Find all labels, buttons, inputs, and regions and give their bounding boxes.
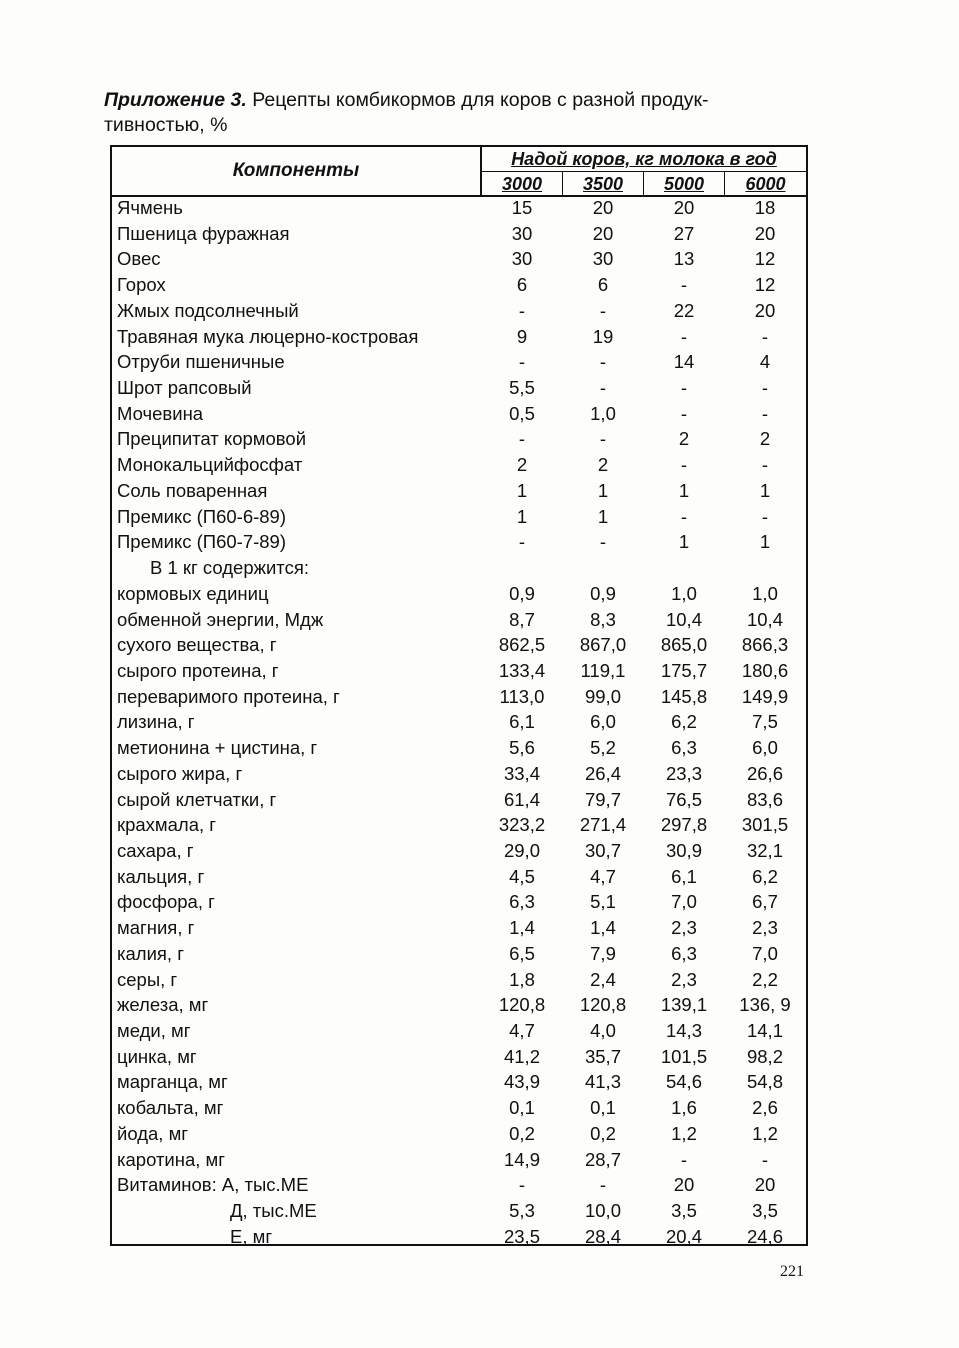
row-label: Витаминов: А, тыс.МЕ bbox=[117, 1174, 309, 1196]
caption-text-line1: Рецепты комбикормов для коров с разной продук- bbox=[252, 89, 709, 111]
table-row bbox=[112, 711, 806, 737]
cell-value: - bbox=[518, 531, 526, 553]
cell-value: 8,7 bbox=[509, 608, 535, 630]
table-row bbox=[112, 1071, 806, 1097]
cell-value: - bbox=[518, 299, 526, 321]
cell-value: 6,0 bbox=[590, 711, 616, 733]
row-label: калия, г bbox=[117, 942, 184, 964]
table-row bbox=[112, 428, 806, 454]
cell-value: - bbox=[761, 505, 769, 527]
cell-value: 1 bbox=[759, 531, 771, 553]
table-row bbox=[112, 197, 806, 223]
cell-value: 0,1 bbox=[590, 1097, 616, 1119]
cell-value: 22 bbox=[673, 299, 695, 321]
row-label: Преципитат кормовой bbox=[117, 428, 307, 450]
cell-value: 26,6 bbox=[746, 762, 783, 784]
cell-value: - bbox=[518, 351, 526, 373]
cell-value: 6,0 bbox=[752, 737, 778, 759]
cell-value: 1,4 bbox=[509, 917, 535, 939]
cell-value: - bbox=[761, 377, 769, 399]
cell-value: 1 bbox=[678, 479, 690, 501]
cell-value: 323,2 bbox=[498, 814, 546, 836]
cell-value: 10,4 bbox=[665, 608, 702, 630]
cell-value: 1,0 bbox=[671, 582, 697, 604]
cell-value: 30 bbox=[592, 248, 614, 270]
row-label: марганца, мг bbox=[117, 1071, 228, 1093]
cell-value: 76,5 bbox=[665, 788, 702, 810]
cell-value: 20 bbox=[592, 222, 614, 244]
cell-value: 41,2 bbox=[503, 1045, 540, 1067]
cell-value: - bbox=[599, 428, 607, 450]
table-row bbox=[112, 1097, 806, 1123]
cell-value: - bbox=[680, 454, 688, 476]
cell-value: 3,5 bbox=[671, 1200, 697, 1222]
cell-value: - bbox=[761, 1148, 769, 1170]
cell-value: 99,0 bbox=[584, 685, 621, 707]
cell-value: 1 bbox=[597, 505, 609, 527]
cell-value: 101,5 bbox=[660, 1045, 708, 1067]
row-label: сырой клетчатки, г bbox=[117, 788, 277, 810]
cell-value: 6 bbox=[516, 274, 528, 296]
cell-value: 20,4 bbox=[665, 1225, 702, 1247]
table-row bbox=[112, 326, 806, 352]
cell-value: 2,3 bbox=[752, 917, 778, 939]
cell-value: 27 bbox=[673, 222, 695, 244]
row-label: Ячмень bbox=[117, 197, 183, 218]
cell-value: 1 bbox=[516, 505, 528, 527]
cell-value: 2,3 bbox=[671, 917, 697, 939]
cell-value: - bbox=[518, 428, 526, 450]
cell-value: 12 bbox=[754, 274, 776, 296]
cell-value: 33,4 bbox=[503, 762, 540, 784]
table-row bbox=[112, 789, 806, 815]
cell-value: 297,8 bbox=[660, 814, 708, 836]
cell-value: 0,1 bbox=[509, 1097, 535, 1119]
cell-value: 133,4 bbox=[498, 659, 546, 681]
recipe-table bbox=[110, 145, 808, 1246]
row-label: Премикс (П60-6-89) bbox=[117, 505, 287, 527]
cell-value: 175,7 bbox=[660, 659, 708, 681]
cell-value: - bbox=[599, 351, 607, 373]
cell-value: - bbox=[599, 299, 607, 321]
row-label: крахмала, г bbox=[117, 814, 217, 836]
cell-value: 5,1 bbox=[590, 891, 616, 913]
cell-value: 13 bbox=[673, 248, 695, 270]
cell-value: 5,5 bbox=[509, 377, 535, 399]
row-label: метионина + цистина, г bbox=[117, 737, 318, 759]
cell-value: 30 bbox=[511, 222, 533, 244]
cell-value: 4,7 bbox=[590, 865, 616, 887]
components-header: Компоненты bbox=[112, 147, 482, 195]
table-row bbox=[112, 994, 806, 1020]
yield-columns bbox=[482, 171, 806, 196]
cell-value: - bbox=[599, 377, 607, 399]
table-row bbox=[112, 917, 806, 943]
cell-value: 54,8 bbox=[746, 1071, 783, 1093]
cell-value: 113,0 bbox=[499, 685, 545, 707]
column-header: 3500 bbox=[563, 172, 644, 196]
row-label: Премикс (П60-7-89) bbox=[117, 531, 287, 553]
cell-value: 145,8 bbox=[660, 685, 708, 707]
cell-value: 7,9 bbox=[590, 942, 616, 964]
table-row bbox=[112, 351, 806, 377]
table-row bbox=[112, 840, 806, 866]
cell-value: 5,2 bbox=[590, 737, 616, 759]
cell-value: 867,0 bbox=[579, 634, 627, 656]
cell-value: 120,8 bbox=[498, 994, 546, 1016]
cell-value: 2,6 bbox=[752, 1097, 778, 1119]
cell-value: 1,4 bbox=[590, 917, 616, 939]
row-label: кормовых единиц bbox=[117, 582, 269, 604]
table-row bbox=[112, 609, 806, 635]
cell-value: 23,3 bbox=[665, 762, 702, 784]
table-row bbox=[112, 583, 806, 609]
row-label: Травяная мука люцерно-костровая bbox=[117, 325, 419, 347]
table-row bbox=[112, 454, 806, 480]
cell-value: 1,2 bbox=[671, 1122, 697, 1144]
row-label: кальция, г bbox=[117, 865, 205, 887]
table-row bbox=[112, 1020, 806, 1046]
cell-value: 20 bbox=[754, 299, 776, 321]
table-row bbox=[112, 660, 806, 686]
page-number: 221 bbox=[780, 1263, 804, 1280]
table-row bbox=[112, 300, 806, 326]
cell-value: 14,1 bbox=[746, 1020, 783, 1042]
table-header bbox=[112, 147, 806, 197]
cell-value: - bbox=[599, 531, 607, 553]
cell-value: 301,5 bbox=[741, 814, 789, 836]
cell-value: 271,4 bbox=[579, 814, 627, 836]
cell-value: 6,7 bbox=[752, 891, 778, 913]
table-row bbox=[112, 248, 806, 274]
cell-value: 1 bbox=[678, 531, 690, 553]
cell-value: 1,0 bbox=[590, 402, 616, 424]
cell-value: 2,3 bbox=[671, 968, 697, 990]
row-label: кобальта, мг bbox=[117, 1097, 224, 1119]
table-row bbox=[112, 506, 806, 532]
row-label: магния, г bbox=[117, 917, 195, 939]
cell-value: 9 bbox=[516, 325, 528, 347]
cell-value: 30,7 bbox=[584, 840, 621, 861]
cell-value: 83,6 bbox=[746, 788, 783, 810]
cell-value: 7,0 bbox=[752, 942, 778, 964]
cell-value: 6,3 bbox=[671, 737, 697, 759]
cell-value: 7,0 bbox=[671, 891, 697, 913]
cell-value: 20 bbox=[673, 197, 695, 218]
cell-value: 54,6 bbox=[665, 1071, 702, 1093]
cell-value: 43,9 bbox=[503, 1071, 540, 1093]
cell-value: 4,0 bbox=[590, 1020, 616, 1042]
cell-value: 19 bbox=[592, 325, 614, 347]
cell-value: 5,3 bbox=[509, 1200, 535, 1222]
row-label: сырого жира, г bbox=[117, 762, 243, 784]
row-label: Соль поваренная bbox=[117, 479, 268, 501]
cell-value: 98,2 bbox=[746, 1045, 783, 1067]
cell-value: 1,0 bbox=[752, 582, 778, 604]
cell-value: 8,3 bbox=[590, 608, 616, 630]
cell-value: 4,5 bbox=[509, 865, 535, 887]
row-label: железа, мг bbox=[117, 994, 209, 1016]
row-label: переваримого протеина, г bbox=[117, 685, 340, 707]
table-row bbox=[112, 1123, 806, 1149]
cell-value: 2 bbox=[597, 454, 609, 476]
cell-value: 0,9 bbox=[509, 582, 535, 604]
caption-text-line2: тивностью, % bbox=[104, 114, 228, 136]
cell-value: 12 bbox=[754, 248, 776, 270]
row-label: меди, мг bbox=[117, 1020, 191, 1042]
cell-value: 41,3 bbox=[584, 1071, 621, 1093]
table-row bbox=[112, 763, 806, 789]
cell-value: 32,1 bbox=[746, 840, 783, 861]
table-row bbox=[112, 969, 806, 995]
cell-value: 1 bbox=[597, 479, 609, 501]
cell-value: 2 bbox=[516, 454, 528, 476]
cell-value: 15 bbox=[511, 197, 533, 218]
cell-value: 1 bbox=[759, 479, 771, 501]
cell-value: 26,4 bbox=[584, 762, 621, 784]
cell-value: 6,3 bbox=[509, 891, 535, 913]
row-label: Шрот рапсовый bbox=[117, 377, 252, 399]
cell-value: - bbox=[680, 325, 688, 347]
cell-value: 30,9 bbox=[665, 840, 702, 861]
cell-value: 120,8 bbox=[579, 994, 627, 1016]
cell-value: 0,5 bbox=[509, 402, 535, 424]
table-row bbox=[112, 891, 806, 917]
cell-value: 866,3 bbox=[741, 634, 789, 656]
table-row bbox=[112, 403, 806, 429]
table-row bbox=[112, 377, 806, 403]
row-label: обменной энергии, Мдж bbox=[117, 608, 324, 630]
cell-value: 6,1 bbox=[671, 865, 697, 887]
table-row bbox=[112, 943, 806, 969]
cell-value: 6,5 bbox=[509, 942, 535, 964]
cell-value: - bbox=[680, 505, 688, 527]
cell-value: - bbox=[518, 1174, 526, 1196]
cell-value: 1 bbox=[516, 479, 528, 501]
cell-value: - bbox=[680, 274, 688, 296]
cell-value: 10,4 bbox=[746, 608, 783, 630]
cell-value: - bbox=[680, 377, 688, 399]
cell-value: 149,9 bbox=[741, 685, 789, 707]
cell-value: 20 bbox=[592, 197, 614, 218]
cell-value: 2,4 bbox=[590, 968, 616, 990]
cell-value: - bbox=[761, 454, 769, 476]
row-label: сырого протеина, г bbox=[117, 659, 279, 681]
cell-value: 10,0 bbox=[584, 1200, 621, 1222]
column-header: 5000 bbox=[644, 172, 725, 196]
cell-value: 6 bbox=[597, 274, 609, 296]
table-row bbox=[112, 686, 806, 712]
cell-value: 862,5 bbox=[498, 634, 546, 656]
row-label: сухого вещества, г bbox=[117, 634, 277, 656]
cell-value: 139,1 bbox=[660, 994, 708, 1016]
cell-value: 1,2 bbox=[752, 1122, 778, 1144]
table-row bbox=[112, 1046, 806, 1072]
cell-value: - bbox=[761, 402, 769, 424]
row-label: В 1 кг содержится: bbox=[150, 557, 309, 579]
table-row bbox=[112, 814, 806, 840]
cell-value: 2,2 bbox=[752, 968, 778, 990]
cell-value: 20 bbox=[673, 1174, 695, 1196]
cell-value: 1,8 bbox=[509, 968, 535, 990]
cell-value: 14,9 bbox=[503, 1148, 540, 1170]
cell-value: 14 bbox=[673, 351, 695, 373]
cell-value: - bbox=[761, 325, 769, 347]
row-label: цинка, мг bbox=[117, 1045, 197, 1067]
row-label: Е, мг bbox=[230, 1225, 273, 1247]
cell-value: 6,1 bbox=[509, 711, 535, 733]
table-row bbox=[112, 531, 806, 557]
row-label: лизина, г bbox=[117, 711, 195, 733]
table-row bbox=[112, 634, 806, 660]
row-label: Овес bbox=[117, 248, 161, 270]
cell-value: 4 bbox=[759, 351, 771, 373]
table-row bbox=[112, 274, 806, 300]
cell-value: - bbox=[599, 1174, 607, 1196]
cell-value: 23,5 bbox=[503, 1225, 540, 1247]
cell-value: 180,6 bbox=[741, 659, 789, 681]
table-row bbox=[112, 480, 806, 506]
cell-value: 6,3 bbox=[671, 942, 697, 964]
cell-value: 20 bbox=[754, 1174, 776, 1196]
table-row bbox=[112, 866, 806, 892]
row-label: каротина, мг bbox=[117, 1148, 226, 1170]
row-label: Жмых подсолнечный bbox=[117, 299, 299, 321]
table-caption bbox=[104, 88, 824, 138]
cell-value: 6,2 bbox=[671, 711, 697, 733]
row-label: йода, мг bbox=[117, 1122, 189, 1144]
column-header: 3000 bbox=[482, 172, 563, 196]
row-label: Пшеница фуражная bbox=[117, 222, 290, 244]
table-row bbox=[112, 1226, 806, 1252]
row-label: Монокальцийфосфат bbox=[117, 454, 303, 476]
cell-value: 4,7 bbox=[509, 1020, 535, 1042]
table-row bbox=[112, 557, 806, 583]
cell-value: 14,3 bbox=[665, 1020, 702, 1042]
cell-value: 0,2 bbox=[590, 1122, 616, 1144]
cell-value: 61,4 bbox=[503, 788, 540, 810]
cell-value: 1,6 bbox=[671, 1097, 697, 1119]
cell-value: 79,7 bbox=[584, 788, 621, 810]
cell-value: 29,0 bbox=[503, 840, 540, 861]
cell-value: 18 bbox=[754, 197, 776, 218]
row-label: фосфора, г bbox=[117, 891, 215, 913]
row-label: Горох bbox=[117, 274, 166, 296]
table-row bbox=[112, 737, 806, 763]
cell-value: 30 bbox=[511, 248, 533, 270]
cell-value: 28,4 bbox=[584, 1225, 621, 1247]
cell-value: 20 bbox=[754, 222, 776, 244]
row-label: Д, тыс.МЕ bbox=[230, 1200, 317, 1222]
table-row bbox=[112, 1149, 806, 1175]
cell-value: 28,7 bbox=[584, 1148, 621, 1170]
table-row bbox=[112, 223, 806, 249]
cell-value: - bbox=[680, 1148, 688, 1170]
yield-header: Надой коров, кг молока в год bbox=[511, 149, 777, 169]
cell-value: 2 bbox=[759, 428, 771, 450]
cell-value: 35,7 bbox=[584, 1045, 621, 1067]
cell-value: 0,2 bbox=[509, 1122, 535, 1144]
cell-value: 7,5 bbox=[752, 711, 778, 733]
cell-value: 24,6 bbox=[746, 1225, 783, 1247]
cell-value: 0,9 bbox=[590, 582, 616, 604]
column-header: 6000 bbox=[745, 174, 786, 194]
cell-value: 2 bbox=[678, 428, 690, 450]
row-label: Отруби пшеничные bbox=[117, 351, 285, 373]
row-label: Мочевина bbox=[117, 402, 204, 424]
cell-value: 3,5 bbox=[752, 1200, 778, 1222]
cell-value: 6,2 bbox=[752, 865, 778, 887]
table-row bbox=[112, 1174, 806, 1200]
table-row bbox=[112, 1200, 806, 1226]
caption-lead: Приложение 3. bbox=[104, 89, 247, 111]
cell-value: 119,1 bbox=[580, 659, 626, 681]
cell-value: 136, 9 bbox=[739, 994, 791, 1016]
row-label: серы, г bbox=[117, 968, 178, 990]
cell-value: - bbox=[680, 402, 688, 424]
row-label: сахара, г bbox=[117, 840, 194, 861]
cell-value: 865,0 bbox=[660, 634, 708, 656]
cell-value: 5,6 bbox=[509, 737, 535, 759]
